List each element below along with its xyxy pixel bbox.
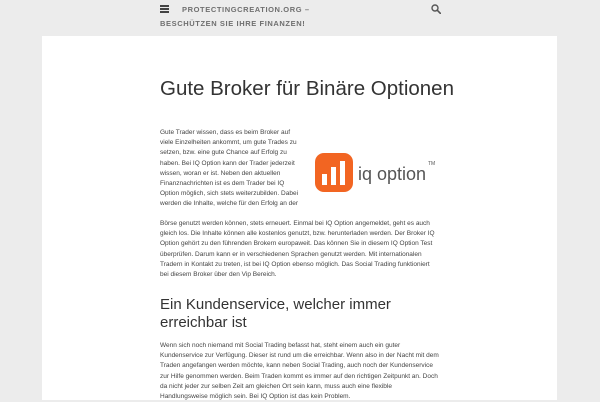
logo-text: iq option	[358, 164, 427, 184]
intro-paragraph: Gute Trader wissen, dass es beim Broker auf viele Einzelheiten ankommt, um gute Trades zu setzen, bzw. eine gute Chance auf Erfolg zu haben. Bei IQ Option kann der Trader jederzeit wissen, woran er ist. Neben den aktuellen Finanznachrichten ist es dem Trader bei IQ Option möglich, sich stets weiterzubilden. Dabei werden die Inhalte, welche für den Erfolg an der	[160, 129, 299, 208]
search-icon[interactable]	[431, 4, 441, 14]
intro-paragraph-continued: Börse genutzt werden können, stets erneuert. Einmal bei IQ Option angemeldet, geht es auch gleich los. Die Inhalte können alle kostenlos genutzt, bzw. herunterladen werden. Der Broker IQ Option gehört zu den führenden Brokern europaweit. Das können Sie in diesem IQ Option Test überprüfen. Darum kann er in verschiedenen Sprachen genutzt werden. Mit internationalen Tradern in Kontakt zu treten, ist bei IQ Option ebenso möglich. Das Social Trading funktioniert bei diesem Broker über den Vip Bereich.	[160, 220, 435, 279]
site-header	[0, 0, 600, 33]
section-paragraph: Wenn sich noch niemand mit Social Trading befasst hat, steht einem auch ein guter Kundenservice zur Verfügung. Dieser ist rund um die erreichbar. Wenn also in der Nacht mit dem Traden angefangen werden möchte, kann neben Social Trading, auch noch der Kundenservice zur Hilfe genommen werden. Beim Traden kommt es immer auf den richtigen Zeitpunkt an. Doch da nicht jeder zur selben Zeit am gleichen Ort sein kann, muss auch eine flexible Handlungsweise möglich sein. Bei IQ Option ist das kein Problem.	[160, 342, 439, 401]
section-heading: Ein Kundenservice, welcher immer erreichbar ist	[160, 296, 391, 331]
iq-option-logo	[314, 151, 439, 194]
menu-icon[interactable]	[160, 5, 169, 13]
site-title[interactable]: PROTECTINGCREATION.ORG –	[182, 5, 310, 14]
page-title: Gute Broker für Binäre Optionen	[160, 77, 454, 100]
logo-trademark: TM	[428, 161, 436, 167]
site-tagline: BESCHÜTZEN SIE IHRE FINANZEN!	[160, 19, 306, 28]
